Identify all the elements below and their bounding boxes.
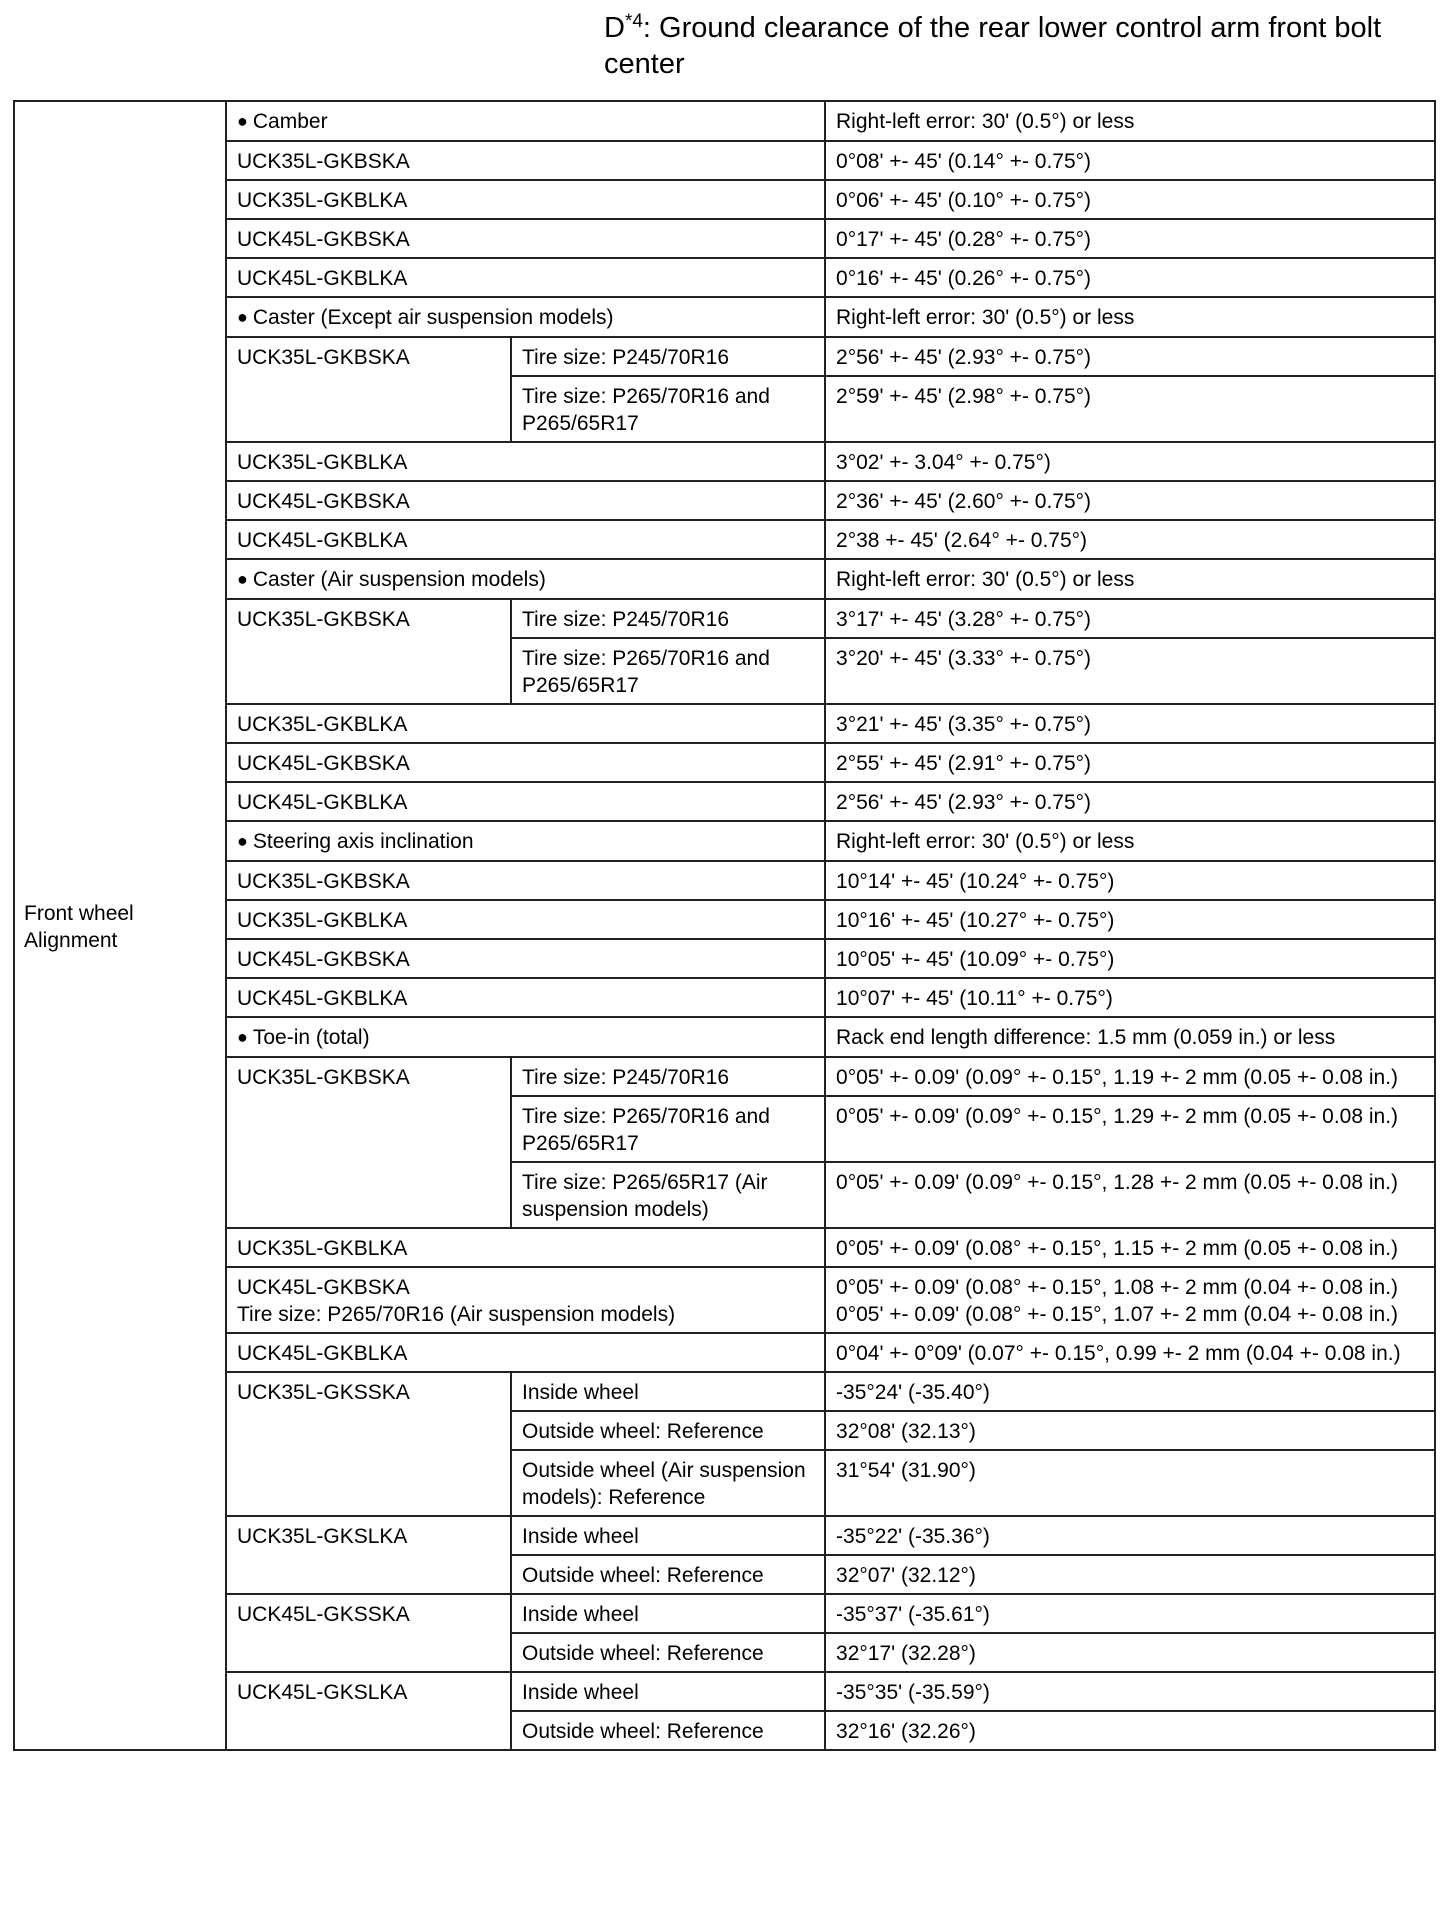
table-row <box>14 1228 1435 1267</box>
value-cell: 10°05' +- 45' (10.09° +- 0.75°) <box>825 939 1435 978</box>
value-cell: -35°35' (-35.59°) <box>825 1672 1435 1711</box>
section-header-toe-in: ● Toe-in (total) <box>226 1017 825 1057</box>
table-row <box>14 743 1435 782</box>
value-cell <box>825 1267 1435 1333</box>
section-header-sai: ● Steering axis inclination <box>226 821 825 861</box>
table-row <box>14 442 1435 481</box>
table-row <box>14 1057 1435 1096</box>
table-row <box>14 1672 1435 1711</box>
wheel-label-cell: Inside wheel <box>511 1672 825 1711</box>
value-cell: 0°06' +- 45' (0.10° +- 0.75°) <box>825 180 1435 219</box>
value-cell: -35°24' (-35.40°) <box>825 1372 1435 1411</box>
bullet-icon: ● <box>237 307 248 327</box>
table-row <box>14 900 1435 939</box>
value-cell: 0°08' +- 45' (0.14° +- 0.75°) <box>825 141 1435 180</box>
table-row <box>14 821 1435 861</box>
section-header-value: Right-left error: 30' (0.5°) or less <box>825 821 1435 861</box>
value-cell: 0°05' +- 0.09' (0.08° +- 0.15°, 1.15 +- 2 mm (0.05 +- 0.08 in.) <box>825 1228 1435 1267</box>
value-cell: 2°38 +- 45' (2.64° +- 0.75°) <box>825 520 1435 559</box>
table-row <box>14 704 1435 743</box>
value-cell: -35°37' (-35.61°) <box>825 1594 1435 1633</box>
section-header-caster-std: ● Caster (Except air suspension models) <box>226 297 825 337</box>
table-row <box>14 599 1435 638</box>
table-row <box>14 939 1435 978</box>
wheel-label-cell: Outside wheel: Reference <box>511 1555 825 1594</box>
model-cell: UCK45L-GKSLKA <box>226 1672 511 1750</box>
wheel-label-cell: Outside wheel: Reference <box>511 1711 825 1750</box>
model-cell: UCK35L-GKSSKA <box>226 1372 511 1516</box>
model-cell: UCK45L-GKBSKA <box>226 939 825 978</box>
wheel-label-cell: Inside wheel <box>511 1594 825 1633</box>
value-cell: 32°08' (32.13°) <box>825 1411 1435 1450</box>
wheel-label-cell: Inside wheel <box>511 1372 825 1411</box>
model-cell: UCK35L-GKBLKA <box>226 1228 825 1267</box>
tire-size-cell: Tire size: P265/65R17 (Air suspension models) <box>511 1162 825 1228</box>
value-cell: 0°17' +- 45' (0.28° +- 0.75°) <box>825 219 1435 258</box>
model-cell: UCK45L-GKSSKA <box>226 1594 511 1672</box>
table-row <box>14 1267 1435 1333</box>
footnote-marker: *4 <box>624 11 643 32</box>
value-cell: 0°04' +- 0°09' (0.07° +- 0.15°, 0.99 +- 2 mm (0.04 +- 0.08 in.) <box>825 1333 1435 1372</box>
model-cell: UCK45L-GKBLKA <box>226 520 825 559</box>
bullet-icon: ● <box>237 569 248 589</box>
table-row <box>14 297 1435 337</box>
bullet-icon: ● <box>237 831 248 851</box>
model-cell: UCK35L-GKBSKA <box>226 141 825 180</box>
group-label-line1: Front wheel <box>24 901 134 925</box>
footnote-text: : Ground clearance of the rear lower control arm front bolt center <box>604 12 1382 80</box>
table-row <box>14 180 1435 219</box>
front-wheel-alignment-table <box>13 100 1436 1751</box>
model-cell: UCK45L-GKBSKA <box>226 219 825 258</box>
value-cell: 2°36' +- 45' (2.60° +- 0.75°) <box>825 481 1435 520</box>
tire-size-cell: Tire size: P245/70R16 <box>511 337 825 376</box>
value-cell: 3°17' +- 45' (3.28° +- 0.75°) <box>825 599 1435 638</box>
tire-size-cell: Tire size: P245/70R16 <box>511 599 825 638</box>
wheel-label-cell: Inside wheel <box>511 1516 825 1555</box>
table-row <box>14 861 1435 900</box>
table-row <box>14 258 1435 297</box>
value-cell: 0°05' +- 0.09' (0.09° +- 0.15°, 1.29 +- 2 mm (0.05 +- 0.08 in.) <box>825 1096 1435 1162</box>
model-cell: UCK35L-GKBLKA <box>226 442 825 481</box>
model-cell: UCK35L-GKBSKA <box>226 337 511 442</box>
value-cell: 32°07' (32.12°) <box>825 1555 1435 1594</box>
value-cell: 3°02' +- 3.04° +- 0.75°) <box>825 442 1435 481</box>
wheel-label-cell: Outside wheel (Air suspension models): Reference <box>511 1450 825 1516</box>
value-cell: 2°56' +- 45' (2.93° +- 0.75°) <box>825 337 1435 376</box>
value-cell: 10°16' +- 45' (10.27° +- 0.75°) <box>825 900 1435 939</box>
table-row <box>14 559 1435 599</box>
value-cell: 0°05' +- 0.09' (0.09° +- 0.15°, 1.19 +- 2 mm (0.05 +- 0.08 in.) <box>825 1057 1435 1096</box>
table-row <box>14 219 1435 258</box>
model-cell: UCK35L-GKBLKA <box>226 900 825 939</box>
group-label-line2: Alignment <box>24 928 118 952</box>
model-name: UCK45L-GKBSKA <box>237 1276 410 1299</box>
section-header-caster-air: ● Caster (Air suspension models) <box>226 559 825 599</box>
table-row <box>14 1594 1435 1633</box>
model-cell: UCK45L-GKBLKA <box>226 258 825 297</box>
section-header-value: Right-left error: 30' (0.5°) or less <box>825 297 1435 337</box>
section-header-camber: ● Camber <box>226 101 825 141</box>
model-cell: UCK35L-GKBSKA <box>226 861 825 900</box>
model-cell: UCK35L-GKBSKA <box>226 599 511 704</box>
group-label-cell <box>14 101 226 1750</box>
value-cell: 2°59' +- 45' (2.98° +- 0.75°) <box>825 376 1435 442</box>
model-cell: UCK45L-GKBLKA <box>226 782 825 821</box>
model-cell: UCK45L-GKBSKA <box>226 481 825 520</box>
model-cell: UCK45L-GKBLKA <box>226 1333 825 1372</box>
value-cell: 3°21' +- 45' (3.35° +- 0.75°) <box>825 704 1435 743</box>
value-cell: 10°07' +- 45' (10.11° +- 0.75°) <box>825 978 1435 1017</box>
model-cell <box>226 1267 825 1333</box>
value-cell: 3°20' +- 45' (3.33° +- 0.75°) <box>825 638 1435 704</box>
value-line-2: 0°05' +- 0.09' (0.08° +- 0.15°, 1.07 +- 2 mm (0.04 +- 0.08 in.) <box>836 1303 1399 1326</box>
table-row <box>14 481 1435 520</box>
model-cell: UCK35L-GKSLKA <box>226 1516 511 1594</box>
table-row <box>14 1333 1435 1372</box>
tire-size-cell: Tire size: P245/70R16 <box>511 1057 825 1096</box>
value-cell: 32°17' (32.28°) <box>825 1633 1435 1672</box>
section-header-value: Rack end length difference: 1.5 mm (0.059 in.) or less <box>825 1017 1435 1057</box>
table-row <box>14 1017 1435 1057</box>
footnote-d4 <box>604 10 1444 82</box>
model-cell: UCK35L-GKBSKA <box>226 1057 511 1228</box>
value-cell: -35°22' (-35.36°) <box>825 1516 1435 1555</box>
value-cell: 2°55' +- 45' (2.91° +- 0.75°) <box>825 743 1435 782</box>
tire-size-cell: Tire size: P265/70R16 and P265/65R17 <box>511 376 825 442</box>
model-cell: UCK45L-GKBSKA <box>226 743 825 782</box>
value-cell: 2°56' +- 45' (2.93° +- 0.75°) <box>825 782 1435 821</box>
model-cell: UCK45L-GKBLKA <box>226 978 825 1017</box>
table-row <box>14 1372 1435 1411</box>
value-cell: 0°05' +- 0.09' (0.09° +- 0.15°, 1.28 +- 2 mm (0.05 +- 0.08 in.) <box>825 1162 1435 1228</box>
table-row <box>14 978 1435 1017</box>
tire-size-cell: Tire size: P265/70R16 and P265/65R17 <box>511 1096 825 1162</box>
table-row <box>14 1516 1435 1555</box>
wheel-label-cell: Outside wheel: Reference <box>511 1633 825 1672</box>
table-row <box>14 337 1435 376</box>
value-cell: 31°54' (31.90°) <box>825 1450 1435 1516</box>
footnote-letter: D <box>604 12 625 44</box>
section-header-value: Right-left error: 30' (0.5°) or less <box>825 559 1435 599</box>
table-row <box>14 101 1435 141</box>
value-cell: 10°14' +- 45' (10.24° +- 0.75°) <box>825 861 1435 900</box>
model-cell: UCK35L-GKBLKA <box>226 180 825 219</box>
value-line-1: 0°05' +- 0.09' (0.08° +- 0.15°, 1.08 +- 2 mm (0.04 +- 0.08 in.) <box>836 1276 1399 1299</box>
table-row <box>14 520 1435 559</box>
table-row <box>14 141 1435 180</box>
wheel-label-cell: Outside wheel: Reference <box>511 1411 825 1450</box>
bullet-icon: ● <box>237 1027 248 1047</box>
tire-size-cell: Tire size: P265/70R16 and P265/65R17 <box>511 638 825 704</box>
model-tire-size: Tire size: P265/70R16 (Air suspension models) <box>237 1303 676 1326</box>
table-row <box>14 782 1435 821</box>
bullet-icon: ● <box>237 111 248 131</box>
value-cell: 32°16' (32.26°) <box>825 1711 1435 1750</box>
section-header-value: Right-left error: 30' (0.5°) or less <box>825 101 1435 141</box>
value-cell: 0°16' +- 45' (0.26° +- 0.75°) <box>825 258 1435 297</box>
model-cell: UCK35L-GKBLKA <box>226 704 825 743</box>
